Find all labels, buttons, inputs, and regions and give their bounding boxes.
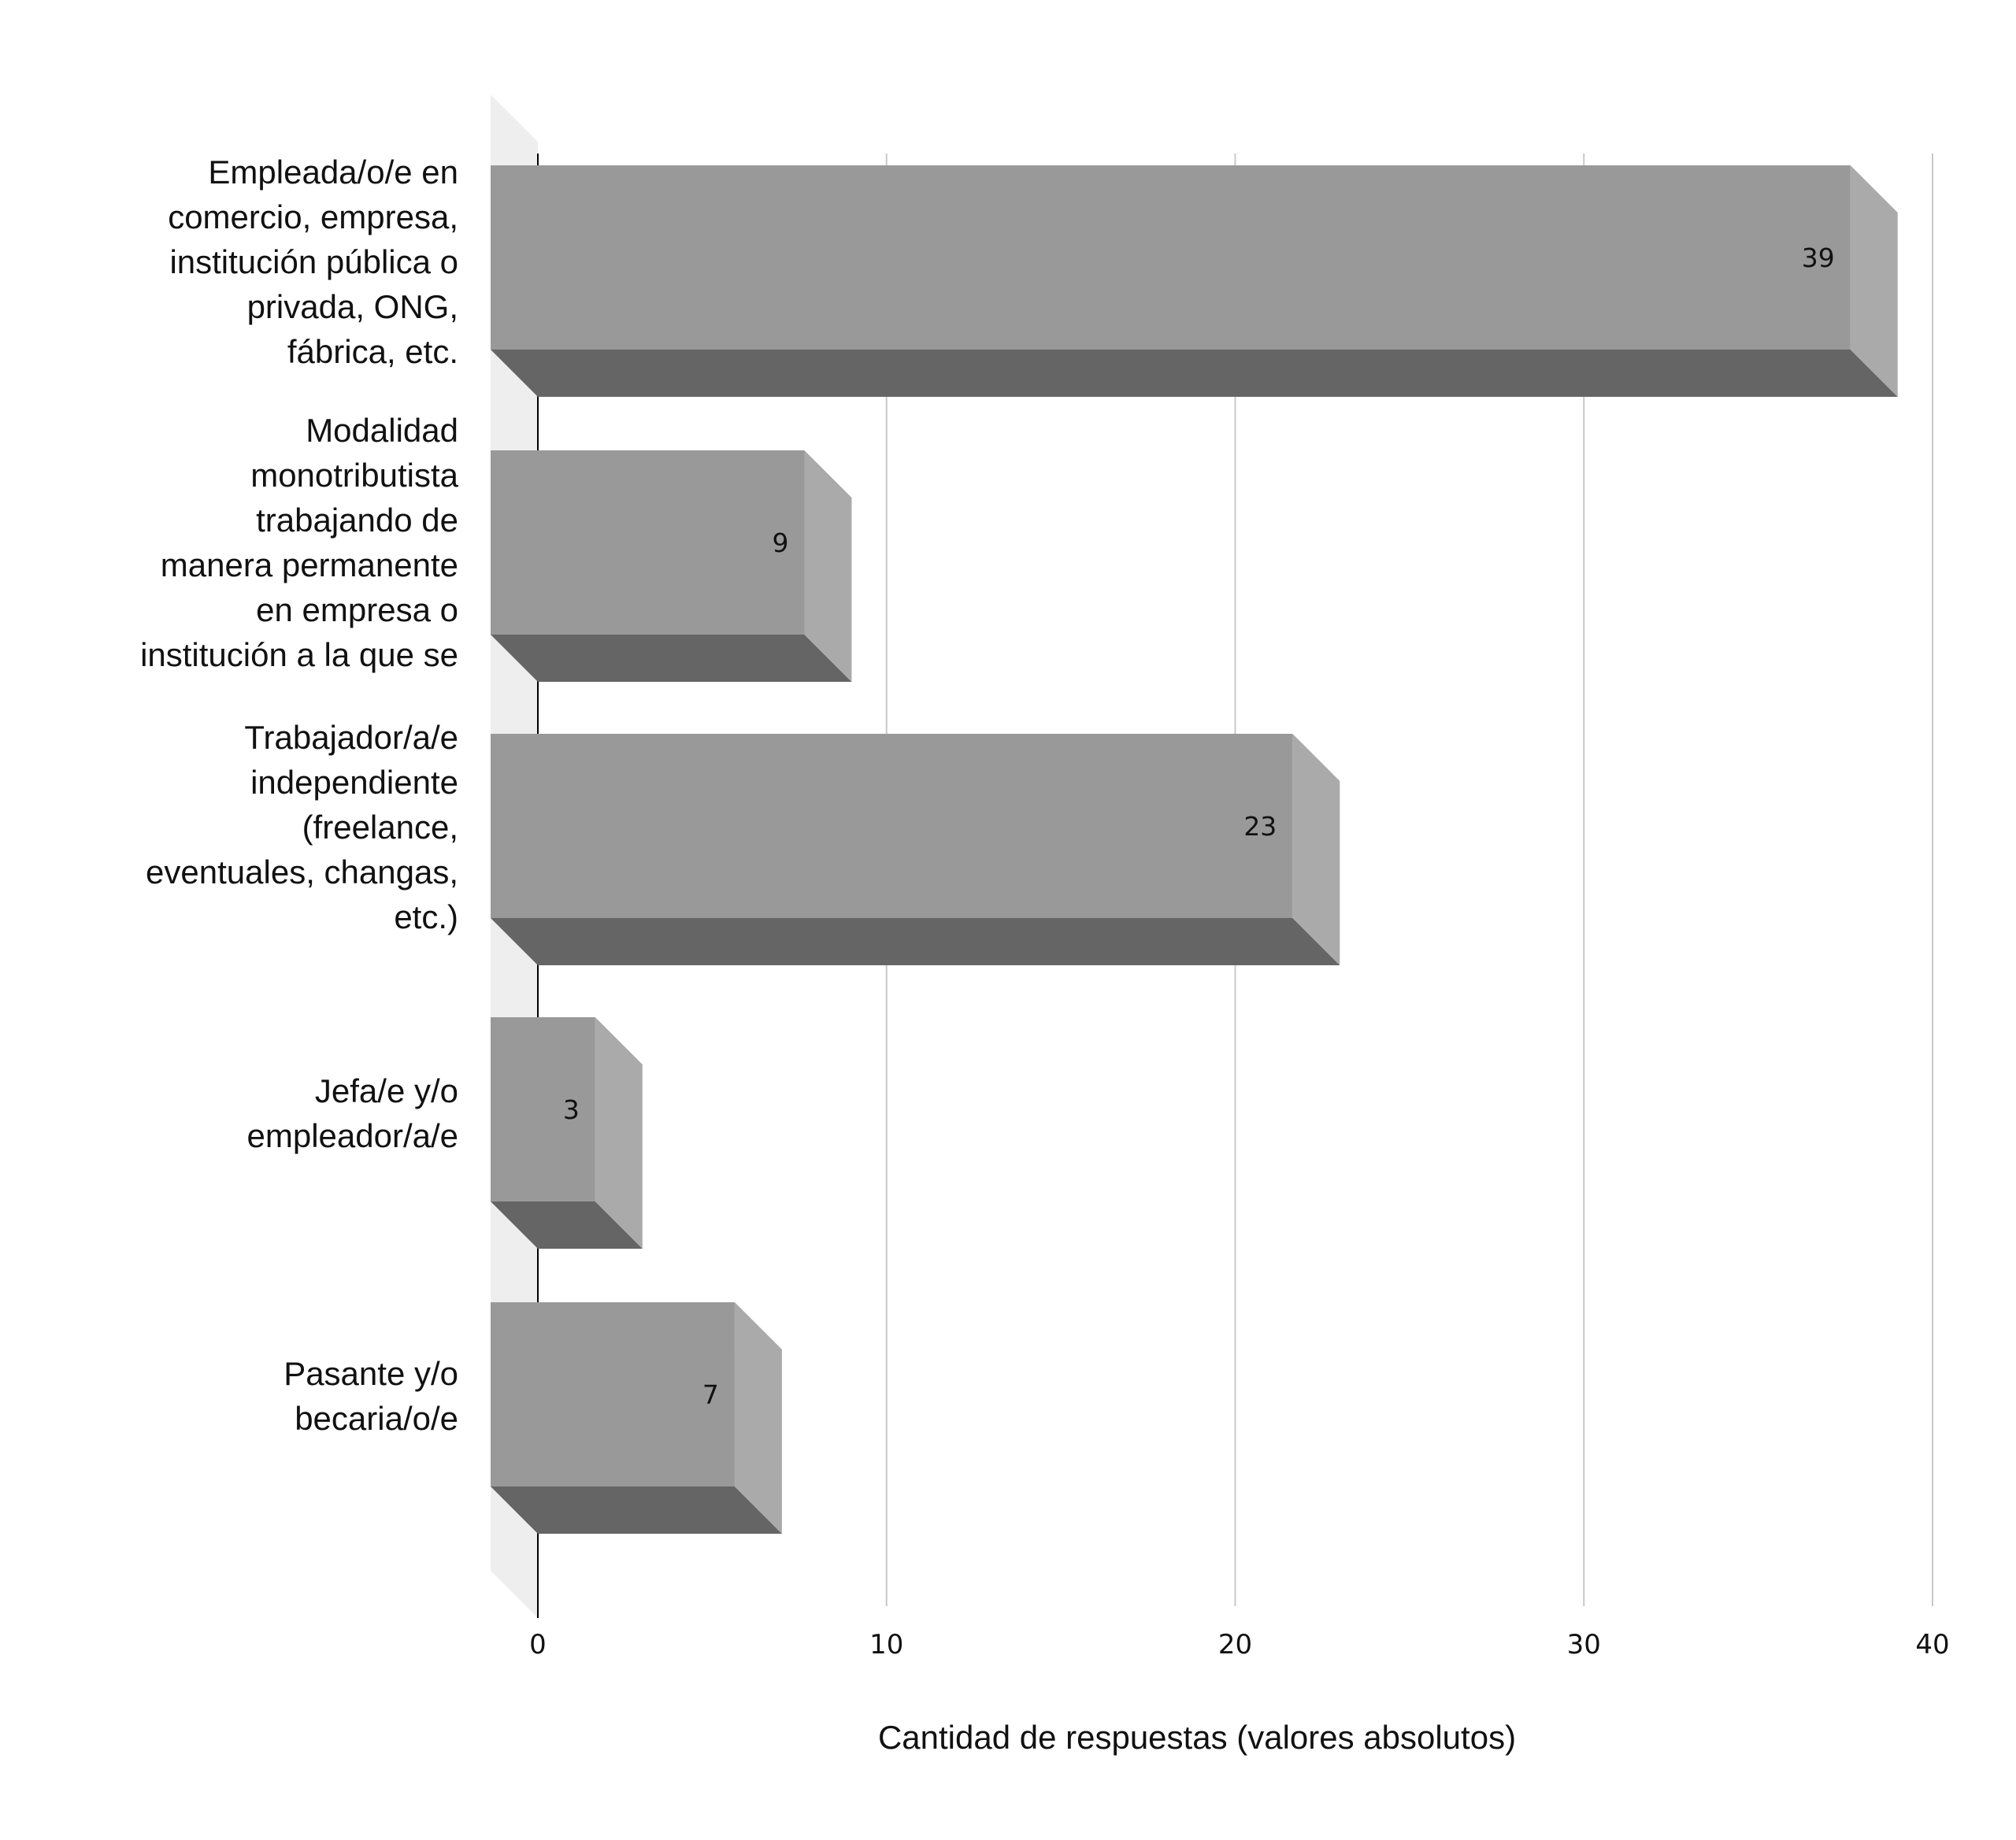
bar <box>491 1302 735 1486</box>
category-label: Empleada/o/e en comercio, empresa, institución pública o privada, ONG, fábrica, etc. <box>168 154 458 370</box>
category-label: Pasante y/o becaria/o/e <box>284 1355 458 1437</box>
category-label: Jefa/e y/o empleador/a/e <box>246 1072 458 1154</box>
bar <box>491 165 1851 350</box>
bar-value-label: 39 <box>1801 242 1835 273</box>
x-axis-title: Cantidad de respuestas (valores absolutos) <box>877 1719 1517 1756</box>
bar-bottom-face <box>491 1486 782 1534</box>
x-tick-label: 10 <box>869 1629 904 1660</box>
category-label: Modalidad monotributista trabajando de manera permanente en empresa o institución a la que se <box>140 412 458 673</box>
x-tick-label: 30 <box>1566 1629 1601 1660</box>
bar-value-label: 23 <box>1243 811 1277 842</box>
bar-bottom-face <box>491 918 1340 965</box>
bar-bottom-face <box>491 350 1898 397</box>
bar-bottom-face <box>491 635 851 682</box>
x-tick-label: 20 <box>1217 1629 1253 1660</box>
category-label: Trabajador/a/e independiente (freelance, eventuales, changas, etc.) <box>146 719 458 935</box>
bar-value-label: 3 <box>562 1094 580 1125</box>
bar <box>491 1017 595 1201</box>
bar-value-label: 9 <box>772 528 789 558</box>
bar <box>491 734 1292 918</box>
bar <box>491 450 804 635</box>
x-tick-label: 40 <box>1915 1629 1950 1660</box>
x-tick-label: 0 <box>529 1629 547 1660</box>
bar-value-label: 7 <box>702 1379 719 1410</box>
